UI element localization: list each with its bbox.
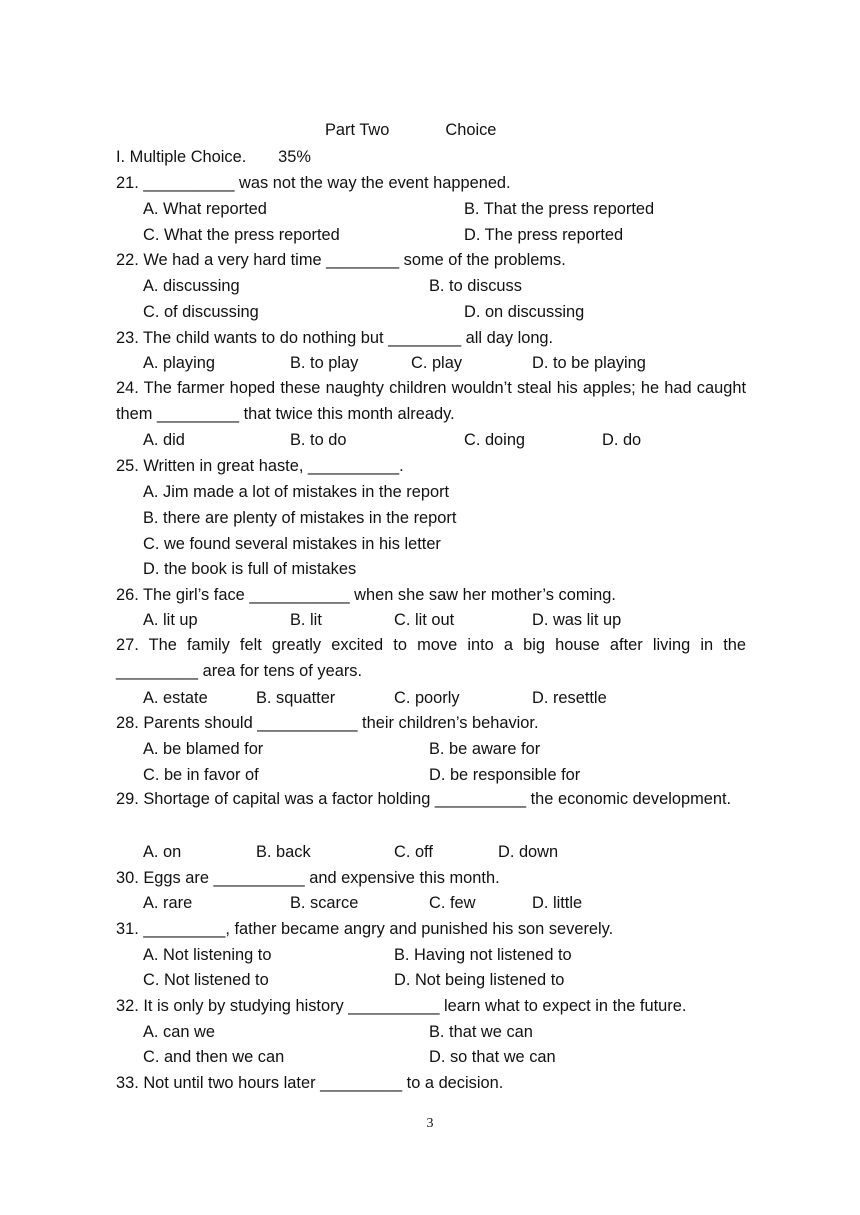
q25-option-d: D. the book is full of mistakes	[143, 560, 357, 578]
q24-option-a: A. did	[143, 431, 185, 449]
question-23-stem: 23. The child wants to do nothing but ________ all day long.	[116, 329, 554, 347]
q21-option-a: A. What reported	[143, 200, 267, 218]
q21-option-d: D. The press reported	[464, 226, 624, 244]
q26-option-a: A. lit up	[143, 611, 198, 629]
page-number: 3	[426, 1116, 434, 1131]
question-24-stem: 24. The farmer hoped these naughty children wouldn’t steal his apples; he had caught them _________ that twice this month already.	[116, 379, 746, 423]
section-title: I. Multiple Choice. 35%	[116, 148, 311, 166]
q27-option-c: C. poorly	[394, 689, 460, 707]
q26-option-c: C. lit out	[394, 611, 455, 629]
q23-option-c: C. play	[411, 354, 463, 372]
q21-option-b: B. That the press reported	[464, 200, 655, 218]
q27-option-a: A. estate	[143, 689, 208, 707]
q23-option-d: D. to be playing	[532, 354, 646, 372]
q23-option-a: A. playing	[143, 354, 215, 372]
q30-option-c: C. few	[429, 894, 476, 912]
q25-option-a: A. Jim made a lot of mistakes in the report	[143, 483, 450, 501]
question-27-stem: 27. The family felt greatly excited to move into a big house after living in the _________ area for tens of years.	[116, 636, 746, 680]
q31-option-b: B. Having not listened to	[394, 946, 572, 964]
q30-option-b: B. scarce	[290, 894, 359, 912]
q22-option-d: D. on discussing	[464, 303, 585, 321]
q32-option-d: D. so that we can	[429, 1048, 556, 1066]
question-30-stem: 30. Eggs are __________ and expensive this month.	[116, 869, 500, 887]
question-22-stem: 22. We had a very hard time ________ some of the problems.	[116, 251, 566, 269]
q29-option-a: A. on	[143, 843, 182, 861]
q28-option-b: B. be aware for	[429, 740, 541, 758]
question-29-stem: 29. Shortage of capital was a factor holding __________ the economic development.	[116, 790, 732, 808]
q24-option-c: C. doing	[464, 431, 526, 449]
q24-option-b: B. to do	[290, 431, 347, 449]
question-26-stem: 26. The girl’s face ___________ when she saw her mother’s coming.	[116, 586, 616, 604]
q28-option-a: A. be blamed for	[143, 740, 264, 758]
q24-option-d: D. do	[602, 431, 642, 449]
q32-option-b: B. that we can	[429, 1023, 533, 1041]
q31-option-a: A. Not listening to	[143, 946, 272, 964]
part-label: Part Two	[325, 121, 390, 139]
question-33-stem: 33. Not until two hours later _________ to a decision.	[116, 1074, 504, 1092]
q23-option-b: B. to play	[290, 354, 359, 372]
part-heading	[325, 121, 496, 140]
q31-option-c: C. Not listened to	[143, 971, 269, 989]
part-title: Choice	[445, 121, 497, 139]
question-21-stem: 21. __________ was not the way the event happened.	[116, 174, 511, 192]
q26-option-b: B. lit	[290, 611, 322, 629]
q28-option-d: D. be responsible for	[429, 766, 581, 784]
q22-option-c: C. of discussing	[143, 303, 259, 321]
question-25-stem: 25. Written in great haste, __________.	[116, 457, 404, 475]
q30-option-a: A. rare	[143, 894, 193, 912]
q29-option-c: C. off	[394, 843, 433, 861]
q21-option-c: C. What the press reported	[143, 226, 340, 244]
q22-option-b: B. to discuss	[429, 277, 522, 295]
q26-option-d: D. was lit up	[532, 611, 622, 629]
q30-option-d: D. little	[532, 894, 583, 912]
question-31-stem: 31. _________, father became angry and punished his son severely.	[116, 920, 614, 938]
q25-option-c: C. we found several mistakes in his letter	[143, 535, 441, 553]
q25-option-b: B. there are plenty of mistakes in the report	[143, 509, 457, 527]
q29-option-b: B. back	[256, 843, 311, 861]
q28-option-c: C. be in favor of	[143, 766, 259, 784]
q29-option-d: D. down	[498, 843, 559, 861]
q27-option-d: D. resettle	[532, 689, 607, 707]
question-32-stem: 32. It is only by studying history __________ learn what to expect in the future.	[116, 997, 687, 1015]
q22-option-a: A. discussing	[143, 277, 240, 295]
question-28-stem: 28. Parents should ___________ their children’s behavior.	[116, 714, 539, 732]
q31-option-d: D. Not being listened to	[394, 971, 565, 989]
q32-option-c: C. and then we can	[143, 1048, 285, 1066]
q32-option-a: A. can we	[143, 1023, 215, 1041]
q27-option-b: B. squatter	[256, 689, 336, 707]
